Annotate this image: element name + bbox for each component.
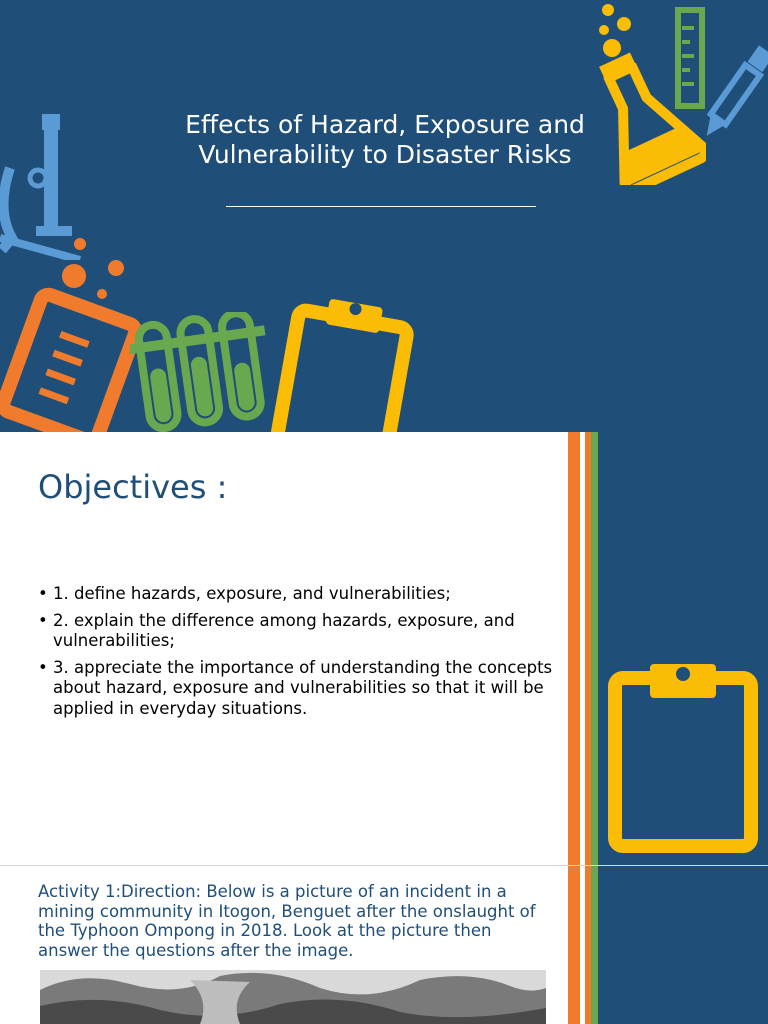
objectives-slide [0, 432, 768, 866]
objective-text: 3. appreciate the importance of understanding the concepts about hazard, exposure and vulnerabilities so that it will be applied in everyday situations. [53, 657, 553, 718]
bullet-icon: • [38, 657, 48, 677]
clipboard-icon [258, 290, 428, 432]
objective-text: 1. define hazards, exposure, and vulnerabilities; [53, 584, 451, 603]
title-underline [226, 206, 536, 207]
clipboard-icon [606, 658, 760, 856]
landslide-photo-image [40, 970, 546, 1024]
slide-title: Effects of Hazard, Exposure and Vulnerability to Disaster Risks [185, 110, 585, 169]
content-panel [0, 432, 568, 866]
list-item [38, 584, 558, 605]
incident-photo [40, 970, 546, 1024]
bullet-icon: • [38, 610, 48, 630]
objectives-list [38, 584, 558, 725]
pencil-icon [700, 40, 768, 150]
bullet-icon: • [38, 584, 48, 603]
decorative-stripes [568, 866, 600, 1024]
activity-direction: Activity 1:Direction: Below is a picture of an incident in a mining community in Itogon, Benguet after the onslaught of the Typhoon Ompong in 2018. Look at the picture then answer the questions after the image. [38, 882, 536, 960]
beaker-icon [0, 236, 145, 432]
objective-text: 2. explain the difference among hazards, exposure, and vulnerabilities; [53, 610, 515, 650]
orange-stripe [568, 866, 580, 1024]
green-stripe [591, 866, 598, 1024]
content-panel [0, 866, 568, 1024]
objectives-heading: Objectives : [38, 468, 228, 506]
list-item [38, 611, 558, 652]
list-item [38, 658, 558, 720]
activity-slide [0, 866, 768, 1024]
title-slide [0, 0, 768, 432]
